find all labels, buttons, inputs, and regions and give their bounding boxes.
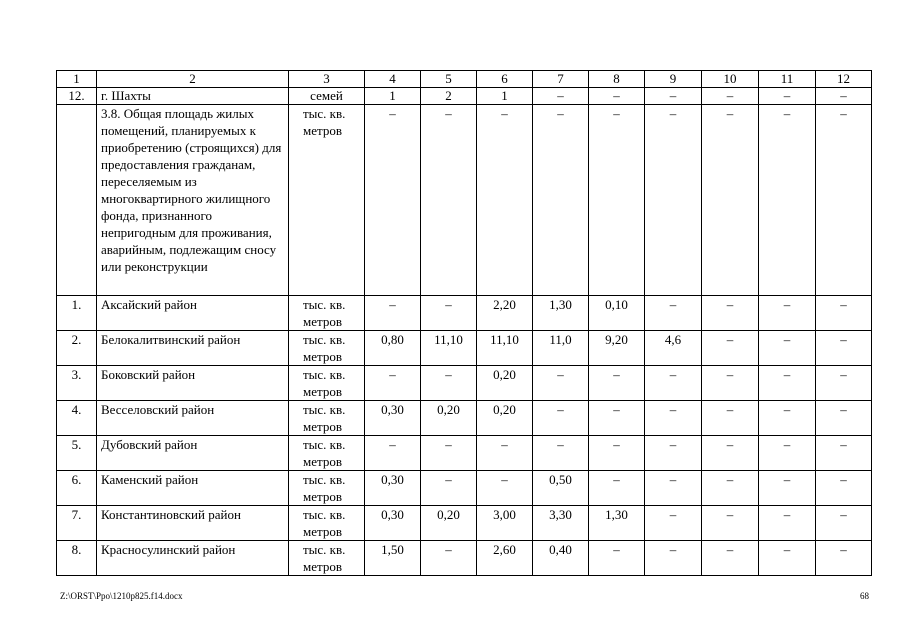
table-cell: – (365, 296, 421, 331)
column-header: 11 (759, 71, 816, 88)
table-cell: – (816, 331, 872, 366)
row-name: Боковский район (97, 366, 289, 401)
row-number: 5. (57, 436, 97, 471)
row-number: 12. (57, 88, 97, 105)
row-name: Каменский район (97, 471, 289, 506)
table-row (57, 471, 872, 506)
table-cell: – (816, 296, 872, 331)
column-header: 8 (589, 71, 645, 88)
table-cell: – (702, 105, 759, 296)
row-unit: семей (289, 88, 365, 105)
table-cell: – (533, 436, 589, 471)
table-cell: – (477, 436, 533, 471)
row-unit: тыс. кв. метров (289, 541, 365, 576)
table-cell: – (816, 436, 872, 471)
section-row (57, 105, 872, 296)
table-cell: – (589, 541, 645, 576)
table-cell: – (365, 366, 421, 401)
table-cell: 2,20 (477, 296, 533, 331)
table-cell: – (533, 366, 589, 401)
table-row (57, 506, 872, 541)
row-name: Аксайский район (97, 296, 289, 331)
table-cell: 0,20 (477, 366, 533, 401)
table-cell: – (759, 436, 816, 471)
column-header: 6 (477, 71, 533, 88)
table-cell: – (421, 366, 477, 401)
table-cell: – (533, 88, 589, 105)
table-cell: – (759, 105, 816, 296)
table-cell: 0,30 (365, 471, 421, 506)
table-cell: – (759, 541, 816, 576)
table-cell: – (533, 401, 589, 436)
table-cell: – (365, 105, 421, 296)
table-cell: – (589, 471, 645, 506)
table-cell: 3,00 (477, 506, 533, 541)
row-unit: тыс. кв. метров (289, 105, 365, 296)
table-cell: – (477, 471, 533, 506)
table-cell: – (533, 105, 589, 296)
row-unit: тыс. кв. метров (289, 366, 365, 401)
table-cell: 3,30 (533, 506, 589, 541)
table-cell: 1 (477, 88, 533, 105)
table-cell: – (421, 471, 477, 506)
table-cell: – (702, 88, 759, 105)
table-cell: – (421, 436, 477, 471)
table-cell: – (589, 105, 645, 296)
column-header: 1 (57, 71, 97, 88)
table-cell: 0,50 (533, 471, 589, 506)
row-number (57, 105, 97, 296)
table-cell: 11,10 (477, 331, 533, 366)
section-title: 3.8. Общая площадь жилых помещений, планируемых к приобретению (строящихся) для предоставления гражданам, переселяемым из многоквартирного жилищного фонда, признанного непригодным для проживания, аварийным, подлежащим сносу или реконструкции (97, 105, 289, 296)
row-unit: тыс. кв. метров (289, 471, 365, 506)
row-name: Весселовский район (97, 401, 289, 436)
table-cell: – (645, 88, 702, 105)
table-cell: 4,6 (645, 331, 702, 366)
page-number: 68 (860, 591, 869, 601)
table-row (57, 88, 872, 105)
table-cell: – (421, 105, 477, 296)
row-number: 4. (57, 401, 97, 436)
table-cell: – (645, 105, 702, 296)
column-header: 10 (702, 71, 759, 88)
file-path: Z:\ORST\Ppo\1210p825.f14.docx (60, 591, 183, 601)
table-cell: 11,10 (421, 331, 477, 366)
table-row (57, 436, 872, 471)
table-cell: 2,60 (477, 541, 533, 576)
table-cell: – (589, 88, 645, 105)
table-cell: 0,20 (421, 401, 477, 436)
column-header: 4 (365, 71, 421, 88)
row-unit: тыс. кв. метров (289, 296, 365, 331)
table-cell: – (816, 105, 872, 296)
row-name: г. Шахты (97, 88, 289, 105)
column-header: 7 (533, 71, 589, 88)
table-cell: 1 (365, 88, 421, 105)
table-cell: – (702, 506, 759, 541)
row-number: 8. (57, 541, 97, 576)
table-cell: 0,10 (589, 296, 645, 331)
table-cell: – (702, 331, 759, 366)
column-header: 2 (97, 71, 289, 88)
row-number: 7. (57, 506, 97, 541)
table-cell: 0,80 (365, 331, 421, 366)
table-cell: 0,30 (365, 506, 421, 541)
table-cell: – (759, 331, 816, 366)
row-number: 3. (57, 366, 97, 401)
row-name: Константиновский район (97, 506, 289, 541)
table-cell: – (702, 296, 759, 331)
table-cell: – (759, 506, 816, 541)
table-row (57, 366, 872, 401)
table-cell: – (645, 541, 702, 576)
table-cell: – (759, 471, 816, 506)
column-header: 12 (816, 71, 872, 88)
table-cell: – (816, 88, 872, 105)
table-cell: 0,20 (421, 506, 477, 541)
table-cell: – (702, 366, 759, 401)
table-cell: – (816, 366, 872, 401)
table-cell: 2 (421, 88, 477, 105)
table-cell: – (645, 506, 702, 541)
table-cell: 9,20 (589, 331, 645, 366)
table-cell: – (421, 296, 477, 331)
row-name: Красносулинский район (97, 541, 289, 576)
header-row (57, 71, 872, 88)
column-header: 9 (645, 71, 702, 88)
table-cell: – (365, 436, 421, 471)
table-cell: – (816, 401, 872, 436)
row-name: Дубовский район (97, 436, 289, 471)
table-cell: – (816, 471, 872, 506)
row-number: 6. (57, 471, 97, 506)
table-cell: 0,20 (477, 401, 533, 436)
data-table (56, 70, 872, 576)
table-cell: – (645, 296, 702, 331)
table-row (57, 541, 872, 576)
table-cell: – (816, 506, 872, 541)
column-header: 3 (289, 71, 365, 88)
table-cell: – (645, 436, 702, 471)
table-cell: – (645, 366, 702, 401)
table-cell: – (759, 88, 816, 105)
table-cell: 11,0 (533, 331, 589, 366)
table-cell: 1,30 (589, 506, 645, 541)
column-header: 5 (421, 71, 477, 88)
table-cell: – (589, 366, 645, 401)
table-cell: 1,30 (533, 296, 589, 331)
row-unit: тыс. кв. метров (289, 506, 365, 541)
table-cell: – (702, 401, 759, 436)
table-cell: 1,50 (365, 541, 421, 576)
row-name: Белокалитвинский район (97, 331, 289, 366)
row-number: 2. (57, 331, 97, 366)
table-cell: – (759, 366, 816, 401)
table-cell: – (759, 401, 816, 436)
row-unit: тыс. кв. метров (289, 401, 365, 436)
row-unit: тыс. кв. метров (289, 436, 365, 471)
table-cell: – (589, 401, 645, 436)
table-row (57, 401, 872, 436)
table-cell: – (702, 471, 759, 506)
table-cell: – (477, 105, 533, 296)
table-cell: – (702, 436, 759, 471)
table-cell: – (702, 541, 759, 576)
table-cell: – (816, 541, 872, 576)
row-number: 1. (57, 296, 97, 331)
table-cell: – (759, 296, 816, 331)
table-cell: 0,40 (533, 541, 589, 576)
table-cell: 0,30 (365, 401, 421, 436)
row-unit: тыс. кв. метров (289, 331, 365, 366)
table-cell: – (589, 436, 645, 471)
table-cell: – (421, 541, 477, 576)
table-row (57, 331, 872, 366)
table-row (57, 296, 872, 331)
table-cell: – (645, 471, 702, 506)
table-cell: – (645, 401, 702, 436)
